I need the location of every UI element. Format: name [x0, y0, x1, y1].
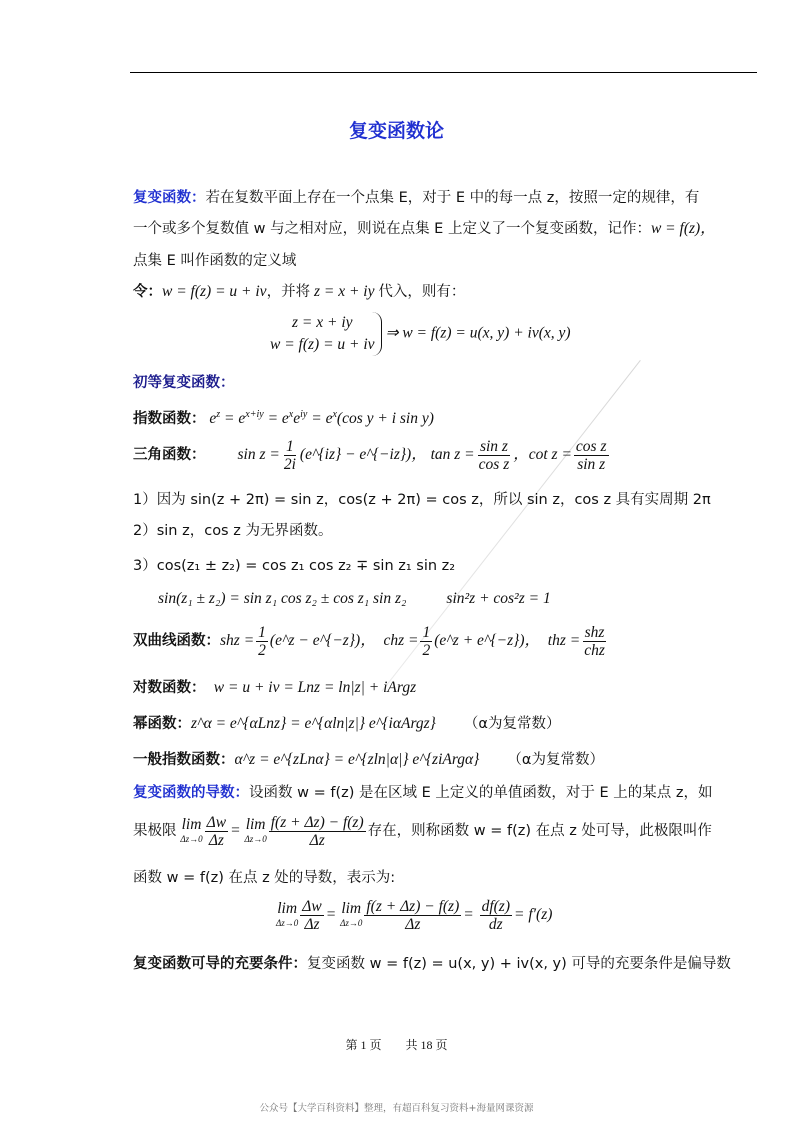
def-line-2: [133, 219, 716, 239]
trig-formula: sin z = $\frac{1}{2i}$ (e^{iz} − e^{−iz})， tan z = $\frac{\text{sin z}}{\text{cos z}}$ ，cot z = $\frac{\text{cos z}}{\text{sin z}}$: [237, 438, 607, 473]
exp-line: [133, 405, 434, 429]
pow-note: （α为复常数）: [463, 716, 561, 732]
ling-text-1: ，并将: [266, 284, 311, 300]
deriv-line-2: [133, 814, 712, 849]
system-eq-2: w = f(z) = u + iv: [270, 336, 375, 353]
deriv-line-3: 函数 w = f(z) 在点 z 处的导数，表示为:: [133, 870, 396, 886]
item-3-row: [158, 589, 551, 609]
page-title: 复变函数论: [348, 120, 444, 142]
deriv-post: 存在，则称函数 w = f(z) 在点 z 处可导，此极限叫作: [367, 823, 712, 840]
pow-formula: z^α = e^{αLnz} = e^{αln|z|} e^{iαArgz}: [191, 715, 436, 732]
exp-label: 指数函数：: [133, 411, 206, 428]
deriv-formula: lim Δz→0 $\frac{\Delta w}{\Delta z}$ = lim Δz→0 $\frac{f(z + \Delta z) - f(z)}{\Delta z}$ = $\frac{df(z)}{dz}$ = f′(z): [276, 898, 553, 933]
item-2: 2）sin z，cos z 为无界函数。: [133, 523, 333, 539]
brace-system: [270, 312, 382, 356]
deriv-label: 复变函数的导数：: [133, 785, 249, 801]
def-label: 复变函数：: [133, 190, 206, 206]
log-formula: w = u + iv = Lnz = ln|z| + iArgz: [213, 679, 417, 696]
def-line-3: 点集 E 叫作函数的定义域: [133, 253, 297, 269]
pow-line: [133, 714, 560, 734]
genexp-formula: α^z = e^{zLnα} = e^{zln|α|} e^{ziArgα}: [234, 751, 480, 768]
ling-math-1: w = f(z) = u + iv: [162, 283, 267, 300]
genexp-line: [133, 750, 604, 770]
system-eq-1: z = x + iy: [292, 314, 353, 331]
def-line-1: [133, 188, 699, 208]
item-3: 3）cos(z₁ ± z₂) = cos z₁ cos z₂ ∓ sin z₁ sin z₂: [133, 558, 456, 574]
hyp-line: [133, 624, 609, 659]
def-text-2: 一个或多个复数值 w 与之相对应，则说在点集 E 上定义了一个复变函数，记作：: [133, 221, 651, 237]
system-result: ⇒ w = f(z) = u(x, y) + iv(x, y): [385, 324, 571, 342]
item-3-identity: sin²z + cos²z = 1: [446, 590, 551, 607]
cond-label: 复变函数可导的充要条件：: [133, 956, 307, 972]
genexp-label: 一般指数函数：: [133, 752, 235, 768]
def-text-1: 若在复数平面上存在一个点集 E，对于 E 中的每一点 z，按照一定的规律，有: [205, 190, 700, 206]
genexp-note: （α为复常数）: [507, 752, 604, 768]
ling-label: 令：: [133, 284, 162, 300]
elem-heading: 初等复变函数：: [133, 375, 235, 391]
system-formula: [270, 312, 571, 356]
ling-text-2: 代入，则有：: [378, 284, 466, 300]
ling-math-2: z = x + iy: [313, 283, 375, 300]
log-line: [133, 678, 416, 698]
log-label: 对数函数：: [133, 680, 199, 696]
deriv-line-1: [133, 783, 712, 803]
item-1: 1）因为 sin(z + 2π) = sin z，cos(z + 2π) = cos z，所以 sin z，cos z 具有实周期 2π: [133, 492, 711, 508]
def-math: w = f(z)，: [650, 220, 716, 237]
hyp-formula: shz = $\frac{1}{2}$ (e^z − e^{−z})， chz = $\frac{1}{2}$ (e^z + e^{−z})， thz = $\frac{\text{shz}}{\text{chz}}$: [220, 624, 605, 659]
ling-line: [133, 282, 465, 302]
watermark: 公众号【大学百科资料】整理，有超百科复习资料+海量网课资源: [259, 1103, 534, 1114]
trig-label: 三角函数：: [133, 447, 206, 464]
deriv-pre: 果极限: [133, 823, 177, 840]
pow-label: 幂函数：: [133, 716, 191, 732]
page-number: 第 1 页 共 18 页: [345, 1038, 448, 1052]
exp-formula: $e^z = e^{x+iy} = e^xe^{iy} = e^x(\cos$ y + i sin y): [209, 409, 434, 428]
deriv-limit: lim Δz→0 $\frac{\Delta w}{\Delta z}$ = lim Δz→0 $\frac{f(z + \Delta z) - f(z)}{\Delta z}$: [180, 814, 364, 849]
hyp-label: 双曲线函数：: [133, 633, 220, 650]
trig-line: [133, 438, 611, 473]
cond-line: [133, 954, 731, 974]
item-3-sin: sin(z₁ ± z₂) = sin z₁ cos z₂ ± cos z₁ sin z₂: [158, 590, 407, 607]
deriv-text-1: 设函数 w = f(z) 是在区域 E 上定义的单值函数，对于 E 上的某点 z，如: [249, 785, 713, 801]
header-rule: [130, 72, 757, 73]
cond-text: 复变函数 w = f(z) = u(x, y) + iv(x, y) 可导的充要条件是偏导数: [307, 956, 731, 972]
